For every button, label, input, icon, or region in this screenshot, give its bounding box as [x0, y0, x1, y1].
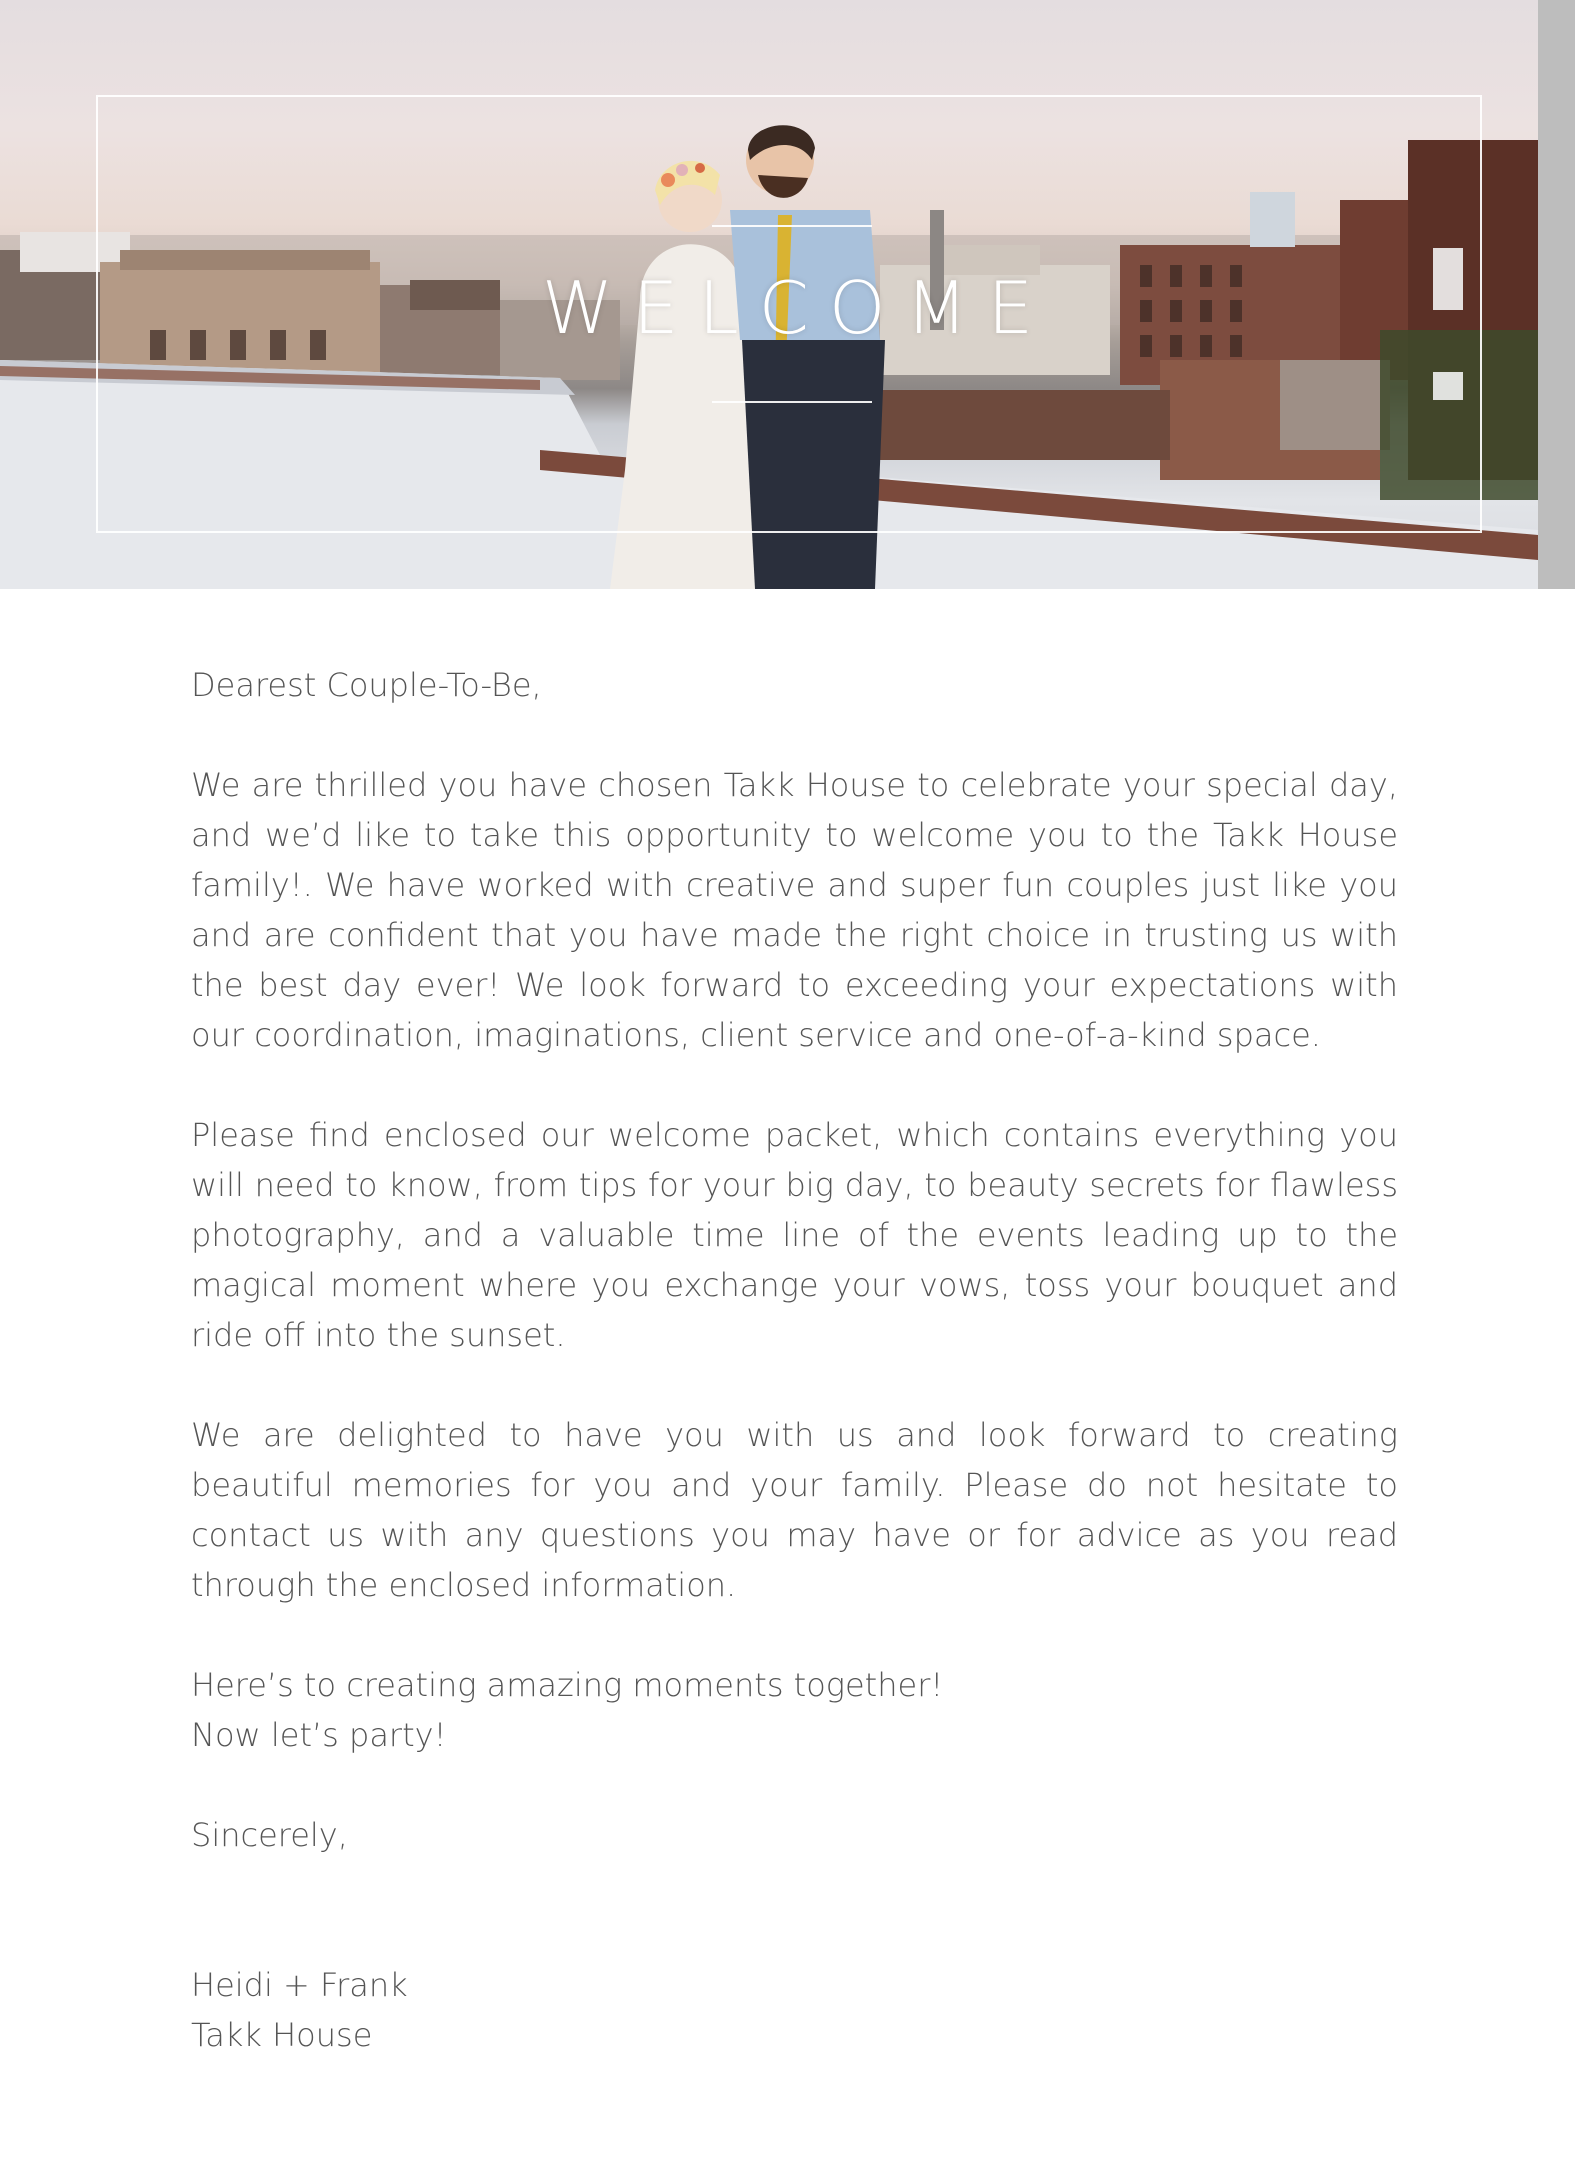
signature-company: Takk House: [191, 2016, 373, 2054]
hero-banner: [0, 0, 1538, 589]
letter-paragraph: We are delighted to have you with us and look forward to creating beautiful memories for you and your family. Please do not hesitate to contact us with any questions you may have or for advice as you read through the enclosed information.: [191, 1416, 1398, 1604]
scrollbar[interactable]: [1538, 0, 1575, 589]
letter-paragraph: We are thrilled you have chosen Takk House to celebrate your special day, and we’d like to take this opportunity to welcome you to the Takk House family!. We have worked with creative and super fun couples just like you and are confident that you have made the right choice in trusting us with the best day ever! We look forward to exceeding your expectations with our coordination, imaginations, client service and one-of-a-kind space.: [191, 766, 1398, 1054]
letter-salutation: Dearest Couple-To-Be,: [191, 666, 542, 704]
letter-closing-line: Here’s to creating amazing moments together!: [191, 1666, 944, 1704]
letter-signoff: Sincerely,: [191, 1816, 348, 1854]
signature-names: Heidi + Frank: [191, 1966, 408, 2004]
welcome-letter: [191, 660, 1398, 2060]
title-rule-top: [712, 225, 872, 227]
title-rule-bottom: [712, 401, 872, 403]
letter-closing-line: Now let’s party!: [191, 1716, 447, 1754]
page-title: WELCOME: [541, 266, 1054, 350]
letter-paragraph: Please find enclosed our welcome packet, which contains everything you will need to know, from tips for your big day, to beauty secrets for flawless photography, and a valuable time line of the events leading up to the magical moment where you exchange your vows, toss your bouquet and ride off into the sunset.: [191, 1116, 1398, 1354]
